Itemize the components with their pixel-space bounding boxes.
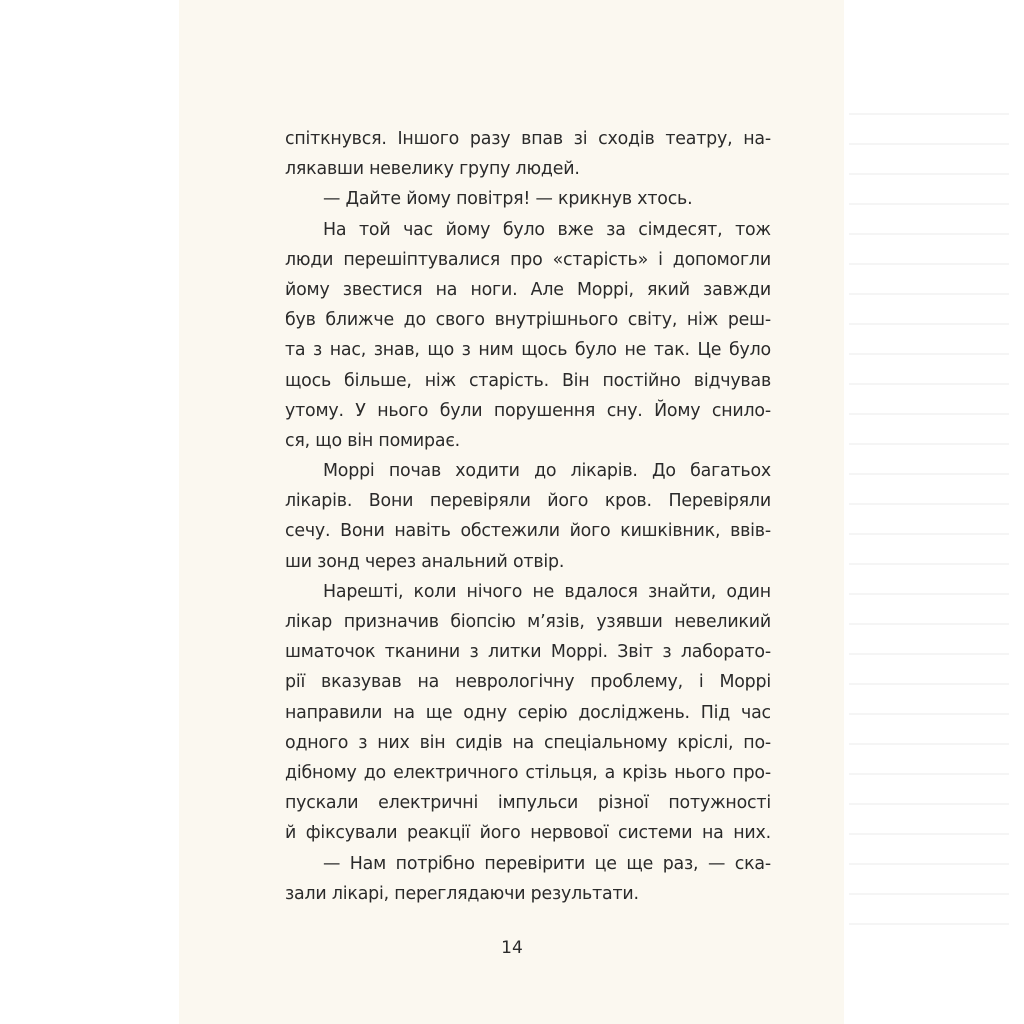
text-line: спіткнувся. Іншого разу впав зі сходів театру, на- xyxy=(285,129,771,149)
text-line: та з нас, знав, що з ним щось було не так. Це було xyxy=(285,340,771,361)
text-line: На той час йому було вже за сімдесят, тож xyxy=(323,219,771,240)
text-line: рії вказував на неврологічну проблему, і Моррі xyxy=(285,672,771,693)
text-line: лякавши невелику групу людей. xyxy=(285,159,580,180)
text-line: йому звестися на ноги. Але Моррі, який завжди xyxy=(285,279,771,300)
page-number: 14 xyxy=(501,938,523,958)
text-line: — Дайте йому повітря! — крикнув хтось. xyxy=(323,189,693,210)
text-line: люди перешіптувалися про «старість» і допомогли xyxy=(285,249,771,270)
text-line: сечу. Вони навіть обстежили його кишківник, ввів- xyxy=(285,521,771,542)
text-line: шматочок тканини з литки Моррі. Звіт з лаборато- xyxy=(285,642,771,663)
text-line: ся, що він помирає. xyxy=(285,430,461,451)
text-line: лікар призначив біопсію м’язів, узявши невеликий xyxy=(285,612,771,632)
text-line: дібному до електричного стільця, а крізь нього про- xyxy=(285,762,771,783)
text-line: щось більше, ніж старість. Він постійно відчував xyxy=(285,370,771,391)
text-line: Нарешті, коли нічого не вдалося знайти, один xyxy=(323,581,771,602)
text-line: зали лікарі, переглядаючи результати. xyxy=(285,883,639,904)
text-line: лікарів. Вони перевіряли його кров. Перевіряли xyxy=(285,491,771,512)
body-text xyxy=(285,124,771,909)
text-line: одного з них він сидів на спеціальному кріслі, по- xyxy=(285,732,771,753)
text-line: був ближче до свого внутрішнього світу, ніж реш- xyxy=(285,310,771,331)
text-line: — Нам потрібно перевірити це ще раз, — ска- xyxy=(323,853,771,874)
text-line: утому. У нього були порушення сну. Йому снило- xyxy=(285,400,771,421)
text-line: ши зонд через анальний отвір. xyxy=(285,551,565,572)
show-through-text xyxy=(849,95,1009,925)
text-line: пускали електричні імпульси різної потужності xyxy=(285,793,771,814)
text-line: направили на ще одну серію досліджень. Під час xyxy=(285,702,771,723)
text-line: й фіксували реакції його нервової системи на них. xyxy=(285,823,771,844)
text-line: Моррі почав ходити до лікарів. До багатьох xyxy=(323,461,771,482)
